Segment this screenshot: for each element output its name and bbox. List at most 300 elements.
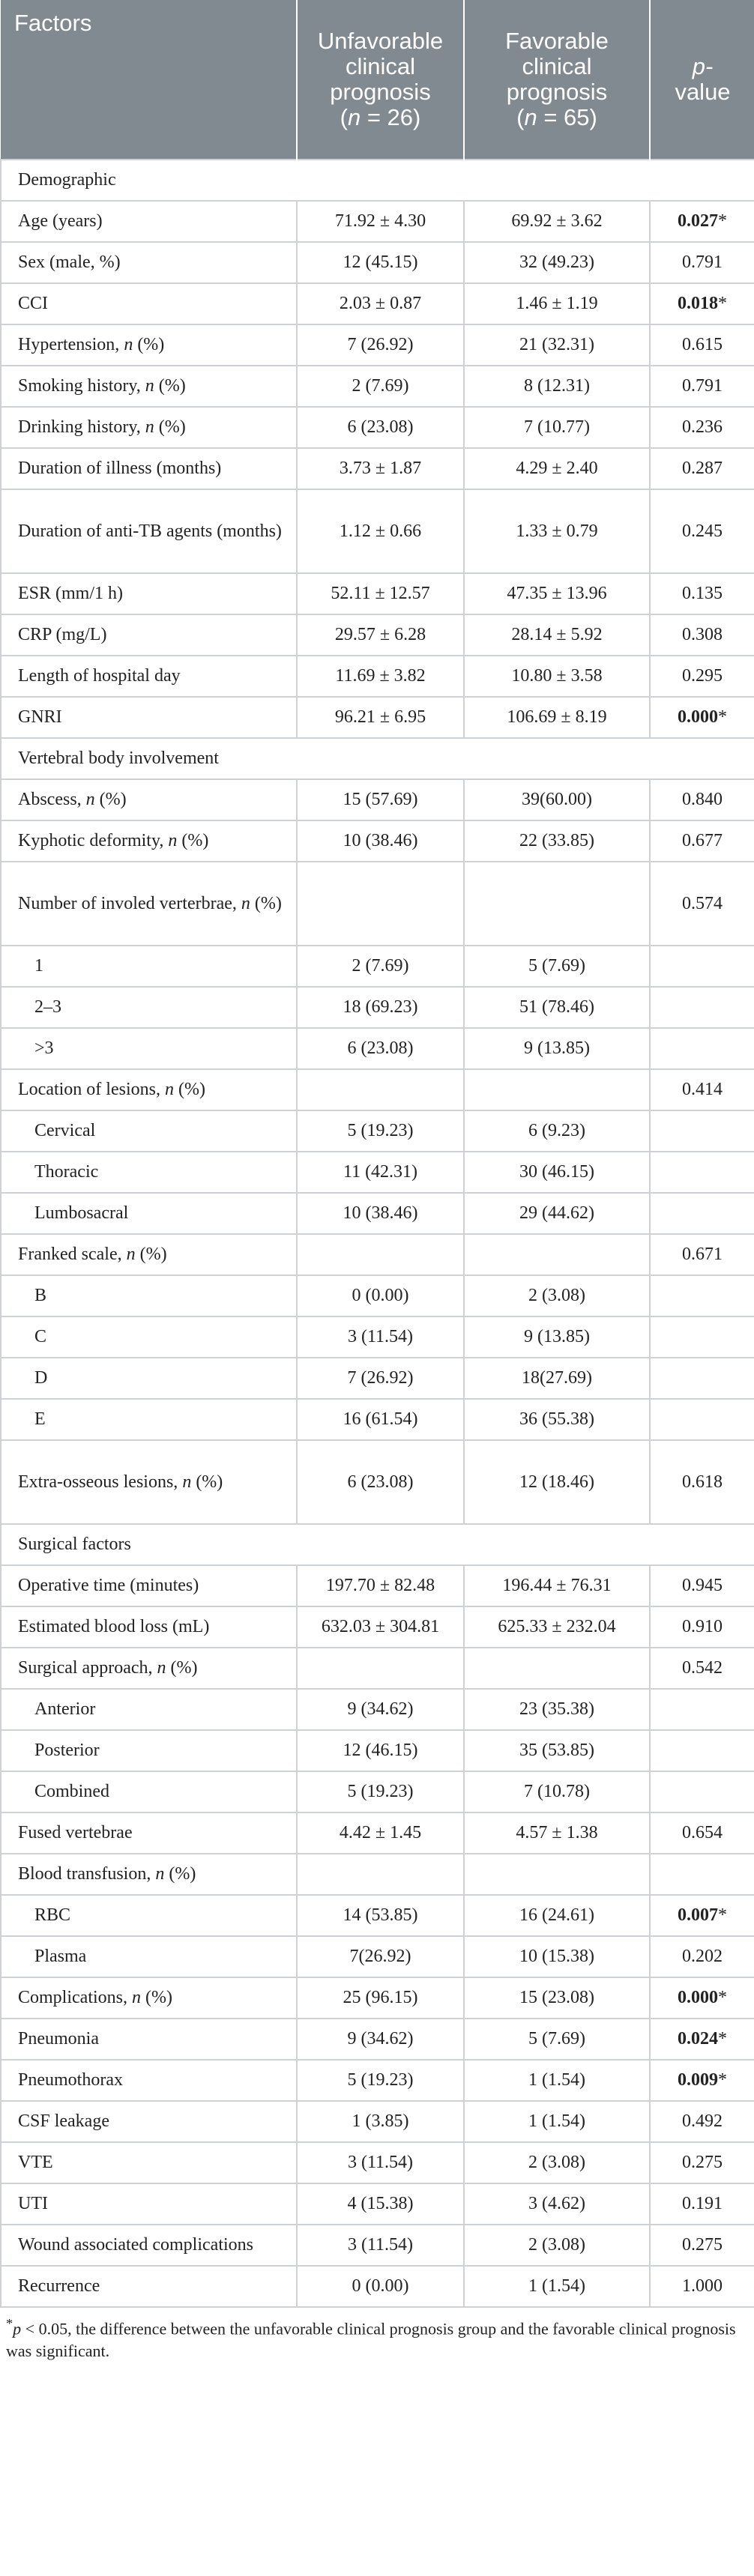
table-row: [1, 987, 754, 1028]
p-value: 1.000: [682, 2276, 723, 2296]
section-row: [1, 738, 754, 779]
unfavorable-value: 2 (7.69): [297, 366, 464, 407]
unfavorable-value: [297, 1854, 464, 1895]
unfavorable-value: 29.57 ± 6.28: [297, 614, 464, 656]
unfavorable-value: 0 (0.00): [297, 1275, 464, 1316]
table-row: [1, 1936, 754, 1977]
factor-label-n: n: [124, 335, 133, 354]
p-value-cell: [650, 1895, 754, 1936]
significance-star: *: [718, 2070, 727, 2090]
favorable-value: 22 (33.85): [464, 820, 650, 862]
footnote-text: < 0.05, the difference between the unfavorable clinical prognosis group and the favorable clinical prognosis was significant.: [6, 2319, 736, 2361]
factor-label: Age (years): [18, 211, 103, 231]
table-row: [1, 1316, 754, 1358]
footnote-star: *: [6, 2316, 13, 2331]
factor-label: Hypertension,: [18, 335, 124, 354]
unfavorable-value: 197.70 ± 82.48: [297, 1565, 464, 1606]
favorable-value: 8 (12.31): [464, 366, 650, 407]
factor-label: Location of lesions,: [18, 1080, 165, 1099]
unfavorable-value: 632.03 ± 304.81: [297, 1606, 464, 1648]
factor-cell: [1, 1358, 297, 1399]
p-value: 0.542: [682, 1658, 723, 1678]
favorable-value: 2 (3.08): [464, 1275, 650, 1316]
unfavorable-value: 1.12 ± 0.66: [297, 489, 464, 573]
unfavorable-value: 5 (19.23): [297, 1110, 464, 1152]
factor-label-suffix: (%): [141, 1988, 172, 2007]
unfavorable-value: 6 (23.08): [297, 407, 464, 448]
factor-label-suffix: (%): [135, 1245, 167, 1264]
unfavorable-value: 96.21 ± 6.95: [297, 697, 464, 738]
unfavorable-value: 3 (11.54): [297, 2142, 464, 2183]
favorable-value: 15 (23.08): [464, 1977, 650, 2019]
table-row: [1, 1565, 754, 1606]
p-value-cell: [650, 1316, 754, 1358]
table-row: [1, 1110, 754, 1152]
header-p-value: [650, 0, 754, 160]
table-row: [1, 2019, 754, 2060]
table-row: [1, 1358, 754, 1399]
table-row: [1, 2225, 754, 2266]
factor-label: Sex (male, %): [18, 253, 121, 272]
favorable-value: 12 (18.46): [464, 1440, 650, 1524]
favorable-value: 1 (1.54): [464, 2266, 650, 2307]
p-value-cell: [650, 1936, 754, 1977]
factor-cell: [1, 1812, 297, 1854]
unfavorable-value: 11.69 ± 3.82: [297, 656, 464, 697]
factor-cell: [1, 2101, 297, 2142]
favorable-value: 625.33 ± 232.04: [464, 1606, 650, 1648]
favorable-value: 4.57 ± 1.38: [464, 1812, 650, 1854]
factor-label: UTI: [18, 2194, 48, 2213]
factor-label-n: n: [145, 417, 154, 437]
favorable-value: 29 (44.62): [464, 1193, 650, 1234]
factor-label: Pneumonia: [18, 2029, 99, 2049]
p-value: 0.275: [682, 2153, 723, 2172]
favorable-value: 1 (1.54): [464, 2101, 650, 2142]
p-value: 0.135: [682, 584, 723, 603]
factor-label: Fused vertebrae: [18, 1823, 133, 1842]
favorable-value: 1 (1.54): [464, 2060, 650, 2101]
factor-label-suffix: (%): [154, 417, 186, 437]
table-row: [1, 1648, 754, 1689]
favorable-value: 5 (7.69): [464, 2019, 650, 2060]
significance-star: *: [718, 2029, 727, 2049]
p-value: 0.009: [678, 2070, 718, 2090]
table-row: [1, 614, 754, 656]
header-favorable-line2: clinical: [522, 53, 592, 79]
p-value: 0.910: [682, 1617, 723, 1636]
factor-label: Abscess,: [18, 790, 86, 809]
table-header-row: [1, 0, 754, 160]
p-value-cell: [650, 407, 754, 448]
section-label: Demographic: [1, 160, 754, 201]
section-label: Surgical factors: [1, 1524, 754, 1565]
unfavorable-value: 5 (19.23): [297, 2060, 464, 2101]
table-row: [1, 573, 754, 614]
p-value-cell: [650, 242, 754, 283]
factor-label: 1: [34, 956, 43, 976]
section-row: [1, 160, 754, 201]
table-body: [1, 160, 754, 2307]
table-row: [1, 2142, 754, 2183]
favorable-value: 36 (55.38): [464, 1399, 650, 1440]
factor-cell: [1, 1565, 297, 1606]
table-row: [1, 201, 754, 242]
factor-cell: [1, 366, 297, 407]
favorable-value: 7 (10.78): [464, 1771, 650, 1812]
factor-cell: [1, 573, 297, 614]
factor-cell: [1, 407, 297, 448]
unfavorable-value: 16 (61.54): [297, 1399, 464, 1440]
table-row: [1, 407, 754, 448]
table-row: [1, 1689, 754, 1730]
factor-label-n: n: [164, 1080, 174, 1099]
p-value-cell: [650, 1069, 754, 1110]
p-value: 0.275: [682, 2235, 723, 2255]
unfavorable-value: 15 (57.69): [297, 779, 464, 820]
unfavorable-value: 71.92 ± 4.30: [297, 201, 464, 242]
unfavorable-value: 7 (26.92): [297, 324, 464, 366]
favorable-value: 196.44 ± 76.31: [464, 1565, 650, 1606]
favorable-value: [464, 1069, 650, 1110]
factor-label-suffix: (%): [133, 335, 165, 354]
p-value-cell: [650, 2060, 754, 2101]
favorable-value: 47.35 ± 13.96: [464, 573, 650, 614]
factor-label: 2–3: [34, 997, 61, 1017]
p-value-cell: [650, 2183, 754, 2225]
p-value-cell: [650, 573, 754, 614]
unfavorable-value: [297, 1648, 464, 1689]
unfavorable-value: 0 (0.00): [297, 2266, 464, 2307]
p-value: 0.671: [682, 1245, 723, 1264]
factor-label-suffix: (%): [173, 1080, 205, 1099]
factor-cell: [1, 1689, 297, 1730]
unfavorable-value: 9 (34.62): [297, 1689, 464, 1730]
factor-cell: [1, 656, 297, 697]
favorable-value: 7 (10.77): [464, 407, 650, 448]
factor-label: >3: [34, 1038, 54, 1058]
p-value-cell: [650, 820, 754, 862]
table-row: [1, 489, 754, 573]
favorable-value: 30 (46.15): [464, 1152, 650, 1193]
factor-label: RBC: [34, 1905, 71, 1925]
p-value-cell: [650, 2019, 754, 2060]
header-factors: Factors: [1, 0, 297, 160]
p-value-cell: [650, 2142, 754, 2183]
table-row: [1, 1854, 754, 1895]
unfavorable-value: 1 (3.85): [297, 2101, 464, 2142]
unfavorable-value: 18 (69.23): [297, 987, 464, 1028]
factor-label-suffix: (%): [177, 831, 209, 850]
factor-label-n: n: [157, 1658, 166, 1678]
p-value: 0.000: [678, 707, 718, 727]
favorable-value: [464, 1234, 650, 1275]
table-row: [1, 1399, 754, 1440]
table-row: [1, 1069, 754, 1110]
p-value: 0.295: [682, 666, 723, 686]
unfavorable-value: 7(26.92): [297, 1936, 464, 1977]
factor-label: Franked scale,: [18, 1245, 127, 1264]
factor-label-n: n: [241, 894, 250, 913]
unfavorable-value: 3.73 ± 1.87: [297, 448, 464, 489]
factor-label-n: n: [155, 1864, 165, 1884]
unfavorable-value: 52.11 ± 12.57: [297, 573, 464, 614]
factor-label: VTE: [18, 2153, 53, 2172]
factor-cell: [1, 779, 297, 820]
factor-cell: [1, 862, 297, 946]
significance-star: *: [718, 211, 727, 231]
favorable-value: 3 (4.62): [464, 2183, 650, 2225]
factor-cell: [1, 1234, 297, 1275]
favorable-value: 106.69 ± 8.19: [464, 697, 650, 738]
factor-label: Recurrence: [18, 2276, 100, 2296]
factor-label: Wound associated complications: [18, 2235, 253, 2255]
factor-label: GNRI: [18, 707, 62, 727]
header-unfavorable-line2: clinical: [345, 53, 416, 79]
factor-label: ESR (mm/1 h): [18, 584, 124, 603]
significance-star: *: [718, 294, 727, 313]
p-value-cell: [650, 614, 754, 656]
table-row: [1, 1234, 754, 1275]
favorable-value: 51 (78.46): [464, 987, 650, 1028]
factor-cell: [1, 1440, 297, 1524]
p-value-cell: [650, 1152, 754, 1193]
p-value-cell: [650, 1648, 754, 1689]
p-value-cell: [650, 489, 754, 573]
factor-cell: [1, 1648, 297, 1689]
factor-label-suffix: (%): [250, 894, 282, 913]
favorable-value: [464, 862, 650, 946]
unfavorable-value: 10 (38.46): [297, 820, 464, 862]
factor-label: Number of involed verterbrae,: [18, 894, 241, 913]
factor-cell: [1, 1110, 297, 1152]
factor-cell: [1, 1152, 297, 1193]
factor-label: CRP (mg/L): [18, 625, 107, 644]
unfavorable-value: [297, 862, 464, 946]
favorable-value: 21 (32.31): [464, 324, 650, 366]
p-value-cell: [650, 1977, 754, 2019]
factor-label-n: n: [85, 790, 95, 809]
factor-cell: [1, 2266, 297, 2307]
factor-label: CCI: [18, 294, 49, 313]
p-value-cell: [650, 1565, 754, 1606]
favorable-value: 1.33 ± 0.79: [464, 489, 650, 573]
factor-label: D: [34, 1368, 48, 1388]
table-row: [1, 1028, 754, 1069]
unfavorable-value: 4 (15.38): [297, 2183, 464, 2225]
factor-label-suffix: (%): [191, 1472, 223, 1492]
p-value-cell: [650, 2266, 754, 2307]
p-value: 0.840: [682, 790, 723, 809]
factor-cell: [1, 2183, 297, 2225]
favorable-value: 69.92 ± 3.62: [464, 201, 650, 242]
factor-cell: [1, 946, 297, 987]
factor-label-n: n: [126, 1245, 136, 1264]
header-favorable-line3: prognosis: [506, 79, 608, 105]
factor-label: Lumbosacral: [34, 1203, 129, 1223]
p-value-cell: [650, 1440, 754, 1524]
factor-label: Duration of anti-TB agents (months): [18, 521, 282, 541]
table-footnote: [0, 2308, 754, 2362]
unfavorable-value: 5 (19.23): [297, 1771, 464, 1812]
p-value-cell: [650, 324, 754, 366]
factor-label: Drinking history,: [18, 417, 145, 437]
factor-label-n: n: [145, 376, 154, 396]
table-row: [1, 1606, 754, 1648]
table-row: [1, 448, 754, 489]
table-row: [1, 1977, 754, 2019]
header-p-value-line1: p-: [692, 53, 714, 79]
unfavorable-value: [297, 1069, 464, 1110]
section-row: [1, 1524, 754, 1565]
factor-cell: [1, 987, 297, 1028]
footnote-p: p: [13, 2319, 22, 2338]
p-value: 0.236: [682, 417, 723, 437]
header-favorable: Favorable clinical prognosis (n = 65): [464, 0, 650, 160]
factor-cell: [1, 1606, 297, 1648]
favorable-value: 5 (7.69): [464, 946, 650, 987]
p-value-cell: [650, 366, 754, 407]
factor-cell: [1, 489, 297, 573]
p-value-cell: [650, 283, 754, 324]
p-value: 0.615: [682, 335, 723, 354]
table-row: [1, 324, 754, 366]
unfavorable-value: 7 (26.92): [297, 1358, 464, 1399]
table-row: [1, 2266, 754, 2307]
p-value-cell: [650, 697, 754, 738]
header-unfavorable-n: n: [347, 104, 361, 130]
factor-cell: [1, 1730, 297, 1771]
table-row: [1, 1895, 754, 1936]
favorable-value: 2 (3.08): [464, 2225, 650, 2266]
unfavorable-value: 25 (96.15): [297, 1977, 464, 2019]
factor-cell: [1, 614, 297, 656]
unfavorable-value: 11 (42.31): [297, 1152, 464, 1193]
table-row: [1, 283, 754, 324]
p-value-cell: [650, 1358, 754, 1399]
unfavorable-value: 2.03 ± 0.87: [297, 283, 464, 324]
unfavorable-value: 4.42 ± 1.45: [297, 1812, 464, 1854]
table-row: [1, 1730, 754, 1771]
table-row: [1, 1152, 754, 1193]
factor-cell: [1, 1771, 297, 1812]
factor-label: Extra-osseous lesions,: [18, 1472, 183, 1492]
factor-label: Operative time (minutes): [18, 1576, 199, 1595]
factor-cell: [1, 1854, 297, 1895]
p-value-cell: [650, 656, 754, 697]
favorable-value: 32 (49.23): [464, 242, 650, 283]
p-value-cell: [650, 1689, 754, 1730]
table-row: [1, 1812, 754, 1854]
p-value: 0.024: [678, 2029, 718, 2049]
factor-cell: [1, 1316, 297, 1358]
factor-label: Cervical: [34, 1121, 96, 1140]
factor-cell: [1, 242, 297, 283]
p-value-cell: [650, 1854, 754, 1895]
unfavorable-value: 10 (38.46): [297, 1193, 464, 1234]
favorable-value: 6 (9.23): [464, 1110, 650, 1152]
factor-label: Anterior: [34, 1699, 96, 1719]
factor-cell: [1, 324, 297, 366]
factor-label: Pneumothorax: [18, 2070, 123, 2090]
factor-label-suffix: (%): [154, 376, 186, 396]
factor-cell: [1, 697, 297, 738]
factor-cell: [1, 1028, 297, 1069]
factor-label: Duration of illness (months): [18, 459, 222, 478]
unfavorable-value: 2 (7.69): [297, 946, 464, 987]
factor-cell: [1, 1399, 297, 1440]
favorable-value: 28.14 ± 5.92: [464, 614, 650, 656]
p-value: 0.191: [682, 2194, 723, 2213]
factor-cell: [1, 1069, 297, 1110]
p-value: 0.287: [682, 459, 723, 478]
unfavorable-value: 14 (53.85): [297, 1895, 464, 1936]
factor-cell: [1, 283, 297, 324]
p-value-cell: [650, 987, 754, 1028]
table-row: [1, 779, 754, 820]
p-value-cell: [650, 448, 754, 489]
header-favorable-line1: Favorable: [505, 28, 609, 54]
p-value-cell: [650, 779, 754, 820]
factor-cell: [1, 820, 297, 862]
section-label: Vertebral body involvement: [1, 738, 754, 779]
unfavorable-value: 6 (23.08): [297, 1028, 464, 1069]
factor-label: E: [34, 1409, 46, 1429]
significance-star: *: [718, 1905, 727, 1925]
table-row: [1, 656, 754, 697]
factor-label: Thoracic: [34, 1162, 99, 1182]
p-value: 0.027: [678, 211, 718, 231]
p-value-cell: [650, 1110, 754, 1152]
factor-label-n: n: [168, 831, 178, 850]
p-value-cell: [650, 1730, 754, 1771]
table-row: [1, 366, 754, 407]
factor-label: CSF leakage: [18, 2111, 109, 2131]
p-value: 0.414: [682, 1080, 723, 1099]
factor-label: Kyphotic deformity,: [18, 831, 169, 850]
p-value-cell: [650, 1606, 754, 1648]
table-row: [1, 1771, 754, 1812]
p-value: 0.018: [678, 294, 718, 313]
table-row: [1, 2183, 754, 2225]
table-row: [1, 1275, 754, 1316]
unfavorable-value: 3 (11.54): [297, 2225, 464, 2266]
p-value-cell: [650, 1399, 754, 1440]
factor-label-n: n: [132, 1988, 141, 2007]
factor-label: Estimated blood loss (mL): [18, 1617, 210, 1636]
p-value-cell: [650, 1028, 754, 1069]
factor-label: Smoking history,: [18, 376, 145, 396]
factor-cell: [1, 1275, 297, 1316]
p-value: 0.791: [682, 253, 723, 272]
p-value-cell: [650, 862, 754, 946]
p-value: 0.308: [682, 625, 723, 644]
unfavorable-value: [297, 1234, 464, 1275]
favorable-value: 39(60.00): [464, 779, 650, 820]
factor-cell: [1, 2060, 297, 2101]
unfavorable-value: 6 (23.08): [297, 1440, 464, 1524]
unfavorable-value: 12 (45.15): [297, 242, 464, 283]
favorable-value: 18(27.69): [464, 1358, 650, 1399]
p-value-cell: [650, 2101, 754, 2142]
factor-label-suffix: (%): [164, 1864, 196, 1884]
factor-label-n: n: [182, 1472, 192, 1492]
factor-label: Surgical approach,: [18, 1658, 157, 1678]
table-row: [1, 820, 754, 862]
factor-label-suffix: (%): [166, 1658, 198, 1678]
significance-star: *: [718, 707, 727, 727]
header-unfavorable: Unfavorable clinical prognosis (n = 26): [297, 0, 464, 160]
